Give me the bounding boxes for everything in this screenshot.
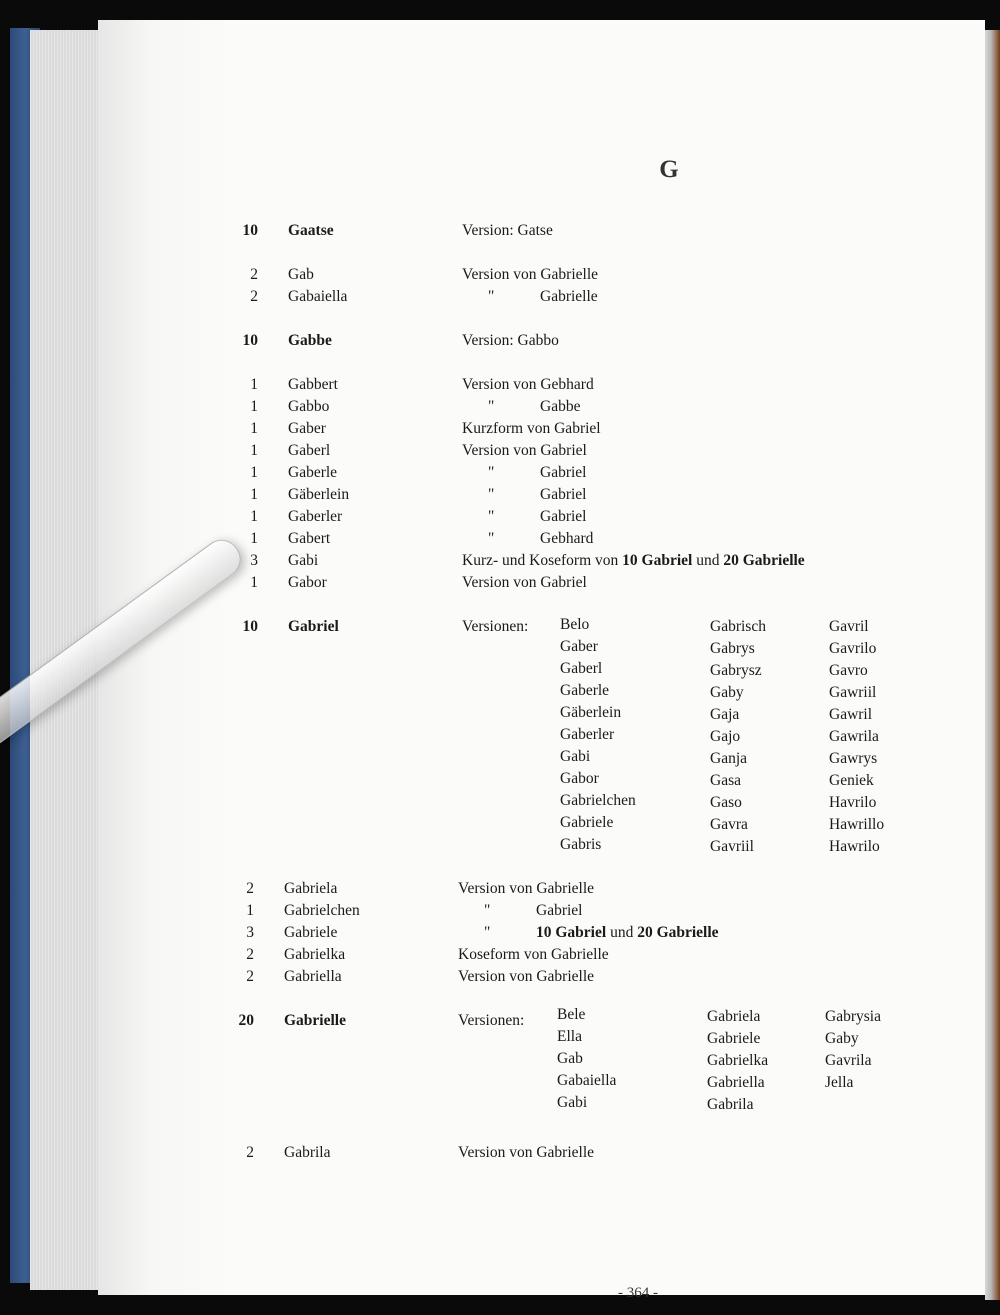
entry-row: [98, 462, 985, 484]
entry-row: [98, 484, 985, 506]
entry-description: Version: Gabbo: [462, 332, 559, 349]
entry-name: Gabrielchen: [284, 902, 360, 919]
version-name: Gavra: [710, 816, 748, 833]
entry-frequency: 10: [242, 332, 258, 349]
facing-page-edge: [985, 30, 1000, 1300]
version-name: Gaberler: [560, 726, 615, 743]
entry-row: [98, 330, 985, 352]
version-name: Gawrila: [829, 728, 879, 745]
entry-frequency: 20: [238, 1012, 254, 1029]
version-name: Gawril: [829, 706, 873, 723]
version-name: Gabriella: [707, 1074, 765, 1091]
entry-description: Gabriel: [536, 902, 583, 919]
entry-name: Gabbe: [288, 332, 332, 349]
entry-name: Gabrielka: [284, 946, 346, 963]
version-name: Gabaiella: [557, 1072, 617, 1089]
entry-description: Version von Gabriel: [462, 442, 587, 459]
ditto-mark: ": [488, 464, 495, 481]
entry-row: [98, 944, 985, 966]
version-name: Gaso: [710, 794, 742, 811]
version-name: Hawrilo: [829, 838, 880, 855]
entry-name: Gabriel: [288, 618, 339, 635]
entry-row: [98, 374, 985, 396]
ditto-mark: ": [488, 530, 495, 547]
entry-name: Gabaiella: [288, 288, 348, 305]
entry-description: Versionen:: [462, 618, 529, 635]
entry-description: Versionen:: [458, 1012, 525, 1029]
entry-name: Gab: [288, 266, 314, 283]
version-column: [707, 1006, 768, 1116]
version-name: Gabor: [560, 770, 599, 787]
version-name: Gabriele: [707, 1030, 761, 1047]
description-part: Kurz- und Koseform von: [462, 552, 623, 569]
version-name: Geniek: [829, 772, 874, 789]
entry-name: Gabriella: [284, 968, 342, 985]
entry-description: [462, 550, 805, 572]
version-name: Gabrielchen: [560, 792, 636, 809]
version-name: Ganja: [710, 750, 748, 767]
version-name: Gawrys: [829, 750, 878, 767]
entry-description: Version: Gatse: [462, 222, 553, 239]
version-name: Hawrillo: [829, 816, 885, 833]
description-part: 20 Gabrielle: [637, 924, 719, 941]
version-name: Gabrys: [710, 640, 755, 657]
entry-frequency: 1: [250, 508, 258, 525]
version-name: Gabrysz: [710, 662, 762, 679]
entry-name: Gabrielle: [284, 1012, 346, 1029]
entry-description: Version von Gabrielle: [458, 880, 595, 897]
entry-frequency: 1: [250, 376, 258, 393]
version-name: Gawriil: [829, 684, 877, 701]
version-name: Gabrysia: [825, 1008, 881, 1025]
entry-row: [98, 1142, 985, 1164]
entry-name: Gabor: [288, 574, 327, 591]
description-part: und: [606, 924, 638, 941]
version-name: Gabrielka: [707, 1052, 769, 1069]
entry-description: Gabriel: [540, 464, 587, 481]
entry-frequency: 1: [250, 486, 258, 503]
entry-frequency: 2: [246, 946, 254, 963]
entry-row: [98, 286, 985, 308]
entry-frequency: 2: [246, 880, 254, 897]
entry-row: [98, 966, 985, 988]
description-part: 10 Gabriel: [622, 552, 693, 569]
version-column: [560, 614, 636, 856]
version-name: Belo: [560, 616, 590, 633]
entry-frequency: 1: [250, 464, 258, 481]
entry-description: Gabriel: [540, 508, 587, 525]
version-name: Gaber: [560, 638, 598, 655]
entry-description: Gabrielle: [540, 288, 598, 305]
entry-description: Version von Gabrielle: [458, 968, 595, 985]
entry-frequency: 2: [246, 968, 254, 985]
version-name: Gabriela: [707, 1008, 761, 1025]
entry-frequency: 2: [246, 1144, 254, 1161]
version-name: Gaby: [825, 1030, 859, 1047]
version-name: Gaberl: [560, 660, 603, 677]
version-name: Gavriil: [710, 838, 754, 855]
version-name: Gavrilo: [829, 640, 877, 657]
entry-name: Gaberl: [288, 442, 331, 459]
entry-description: Version von Gabrielle: [462, 266, 599, 283]
version-name: Havrilo: [829, 794, 877, 811]
version-column: [825, 1006, 881, 1094]
entry-frequency: 1: [250, 442, 258, 459]
book-page: [98, 20, 985, 1301]
entry-frequency: 10: [242, 222, 258, 239]
entry-row: [98, 506, 985, 528]
entry-frequency: 2: [250, 288, 258, 305]
entry-row: [98, 396, 985, 418]
version-column: [557, 1004, 616, 1114]
version-name: Gavril: [829, 618, 869, 635]
entry-description: [536, 922, 719, 944]
entry-frequency: 3: [246, 924, 254, 941]
section-letter: G: [659, 156, 679, 183]
ditto-mark: ": [488, 508, 495, 525]
version-name: Bele: [557, 1006, 586, 1023]
entry-description: Gebhard: [540, 530, 594, 547]
entry-row: [98, 900, 985, 922]
description-part: und: [692, 552, 724, 569]
ditto-mark: ": [484, 902, 491, 919]
entry-name: Gabriela: [284, 880, 338, 897]
entry-name: Gabi: [288, 552, 319, 569]
entry-description: Version von Gebhard: [462, 376, 594, 393]
entry-row: [98, 440, 985, 462]
entry-description: Version von Gabriel: [462, 574, 587, 591]
entry-row: [98, 922, 985, 944]
version-name: Gab: [557, 1050, 583, 1067]
entry-row: [98, 418, 985, 440]
entry-name: Gabert: [288, 530, 331, 547]
entry-frequency: 1: [250, 574, 258, 591]
version-name: Gavrila: [825, 1052, 872, 1069]
version-name: Gavro: [829, 662, 868, 679]
version-name: Gabi: [557, 1094, 588, 1111]
entry-description: Kurzform von Gabriel: [462, 420, 601, 437]
entry-name: Gaatse: [288, 222, 334, 239]
version-name: Gaberle: [560, 682, 610, 699]
entry-name: Gabbo: [288, 398, 330, 415]
entry-frequency: 2: [250, 266, 258, 283]
entry-row: [98, 878, 985, 900]
description-part: 20 Gabrielle: [723, 552, 805, 569]
ditto-mark: ": [488, 486, 495, 503]
entry-description: Koseform von Gabrielle: [458, 946, 609, 963]
entry-name: Gabrila: [284, 1144, 331, 1161]
entry-description: Version von Gabrielle: [458, 1144, 595, 1161]
version-name: Gabriele: [560, 814, 614, 831]
ditto-mark: ": [488, 288, 495, 305]
version-name: Gaja: [710, 706, 740, 723]
version-name: Gabris: [560, 836, 602, 853]
page-number: - 364 -: [618, 1285, 658, 1301]
version-name: Gäberlein: [560, 704, 622, 721]
entry-row: [98, 264, 985, 286]
entry-frequency: 1: [250, 398, 258, 415]
entry-frequency: 1: [250, 420, 258, 437]
version-name: Gabi: [560, 748, 591, 765]
entry-frequency: 1: [250, 530, 258, 547]
entry-name: Gabriele: [284, 924, 338, 941]
version-name: Gajo: [710, 728, 741, 745]
entry-name: Gaberle: [288, 464, 338, 481]
ditto-mark: ": [488, 398, 495, 415]
version-name: Gasa: [710, 772, 741, 789]
entry-name: Gaber: [288, 420, 326, 437]
entry-frequency: 3: [250, 552, 258, 569]
entry-frequency: 10: [242, 618, 258, 635]
entry-frequency: 1: [246, 902, 254, 919]
entry-name: Gabbert: [288, 376, 338, 393]
entry-row: [98, 220, 985, 242]
version-column: [710, 616, 766, 858]
entry-description: Gabriel: [540, 486, 587, 503]
entry-name: Gaberler: [288, 508, 343, 525]
entry-name: Gäberlein: [288, 486, 350, 503]
entry-description: Gabbe: [540, 398, 581, 415]
version-name: Gaby: [710, 684, 744, 701]
description-part: 10 Gabriel: [536, 924, 607, 941]
version-column: [829, 616, 884, 858]
version-name: Jella: [825, 1074, 854, 1091]
version-name: Gabrisch: [710, 618, 766, 635]
version-name: Ella: [557, 1028, 582, 1045]
ditto-mark: ": [484, 924, 491, 941]
version-name: Gabrila: [707, 1096, 754, 1113]
